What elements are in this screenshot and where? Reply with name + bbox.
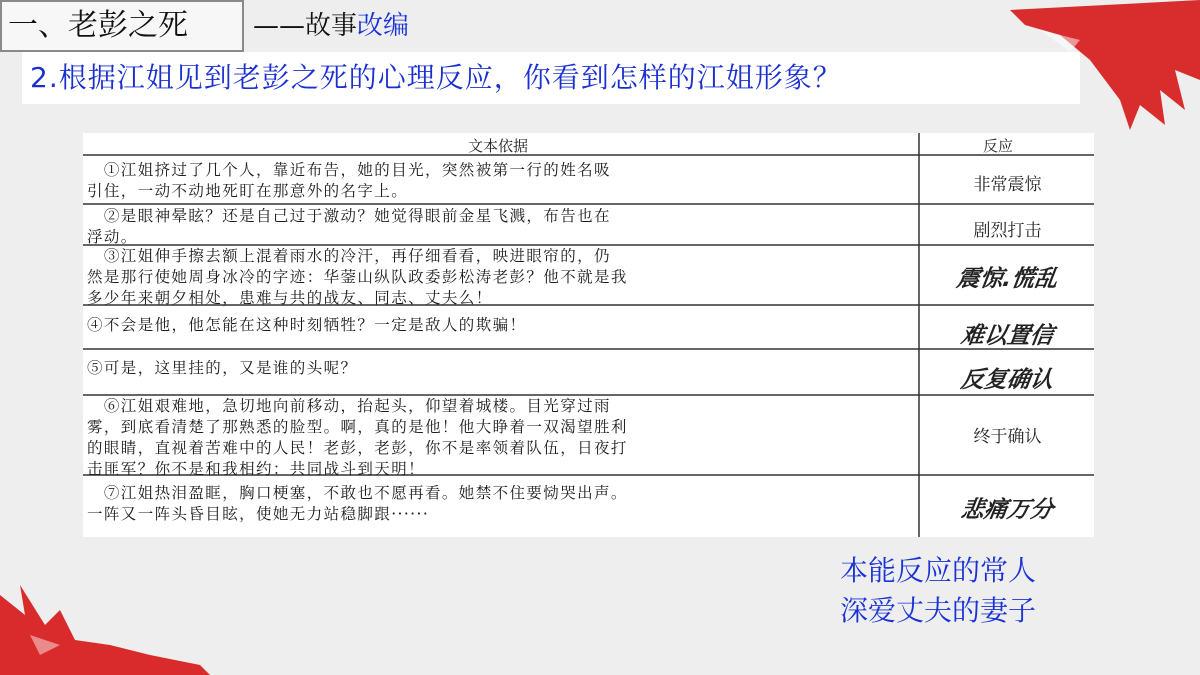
row-reaction: 难以置信 [959,323,1055,349]
row-text: ②是眼神晕眩？还是自己过于激动？她觉得眼前金星飞溅，布告也在 浮动。 [87,207,611,246]
row-reaction: 剧烈打击 [973,221,1042,241]
table-row [83,477,1094,537]
row-reaction: 反复确认 [959,367,1055,393]
row-text: ⑤可是，这里挂的，又是谁的头呢？ [87,359,358,377]
table-row [83,351,1094,395]
row-text: ④不会是他，他怎能在这种时刻牺牲？一定是敌人的欺骗！ [87,316,527,334]
evidence-table [83,133,1094,537]
section-subtitle [253,4,409,48]
question-banner: 2.根据江姐见到老彭之死的心理反应，你看到怎样的江姐形象？ [22,52,1080,104]
subtitle-highlight: 改编 [357,11,410,41]
conclusion-line-1: 本能反应的常人 [840,554,1037,587]
row-text: ⑦江姐热泪盈眶，胸口梗塞，不敢也不愿再看。她禁不住要恸哭出声。 一阵又一阵头昏目眩，使她无力站稳脚跟······ [87,484,628,523]
row-reaction: 悲痛万分 [959,497,1055,523]
column-header-reaction: 反应 [983,137,1014,155]
table-row [83,158,1094,204]
section-title: 一、老彭之死 [0,0,244,52]
row-reaction: 终于确认 [973,427,1042,447]
row-reaction: 震惊.慌乱 [954,266,1060,292]
row-text: ①江姐挤过了几个人，靠近布告，她的目光，突然被第一行的姓名吸 引住，一动不动地死盯在那意外的名字上。 [87,161,611,200]
row-text: ⑥江姐艰难地，急切地向前移动，抬起头，仰望着城楼。目光穿过雨 雾，到底看清楚了那熟悉的脸型。啊，真的是他！他大睁着一双渴望胜利 的眼睛，直视着苦难中的人民！老彭，老彭，你不是率领着队伍，日夜打 击匪军？你不是和我相约：共同战斗到天明！ [87,397,628,478]
red-brush-decoration-bottom-left [0,565,210,675]
column-header-text-basis: 文本依据 [468,137,529,155]
row-text: ③江姐伸手擦去额上混着雨水的冷汗，再仔细看看，映进眼帘的，仍 然是那行使她周身冰冷的字迹：华蓥山纵队政委彭松涛老彭？他不就是我 多少年来朝夕相处，患难与共的战友、同志、丈夫么！ [87,247,628,307]
table-row [83,396,1094,478]
table-row [83,246,1094,305]
table-row [83,307,1094,349]
table-row [83,206,1094,246]
conclusion-line-2: 深爱丈夫的妻子 [840,594,1037,627]
conclusion-text [840,551,1036,631]
row-reaction: 非常震惊 [973,175,1042,195]
subtitle-prefix: ——故事 [253,11,358,41]
